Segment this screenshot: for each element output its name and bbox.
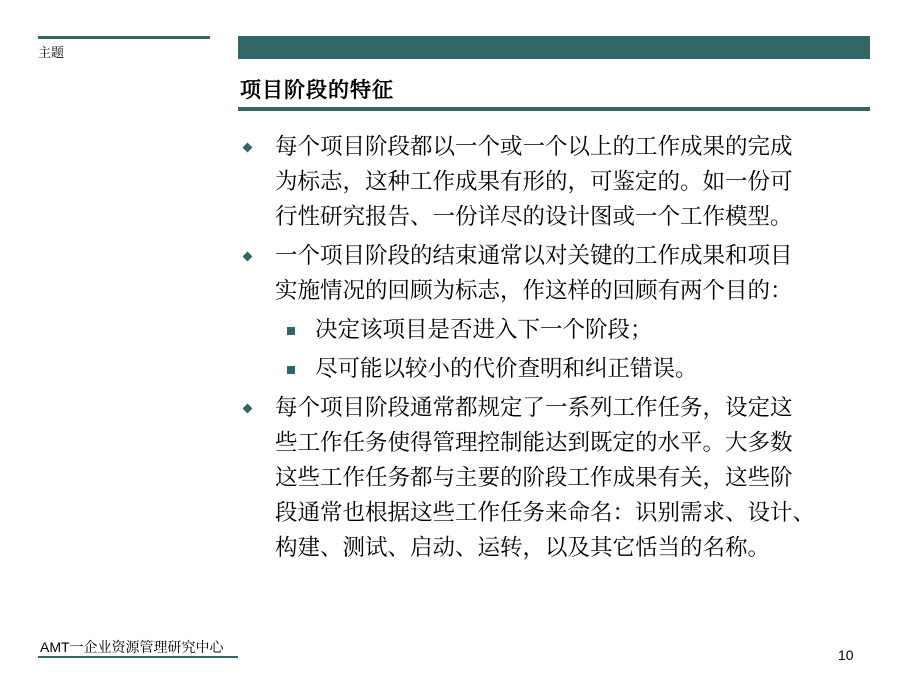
sub-bullet-text: 尽可能以较小的代价查明和纠正错误。 — [315, 356, 698, 382]
left-rule — [38, 36, 210, 39]
sub-bullet-item — [238, 352, 878, 387]
footer-rule — [38, 656, 238, 658]
bullet-line: 一个项目阶段的结束通常以对关键的工作成果和项目 — [275, 243, 793, 269]
diamond-bullet-icon — [243, 143, 253, 153]
bullet-item — [238, 239, 878, 309]
square-bullet-icon — [287, 327, 295, 335]
bullet-line: 每个项目阶段都以一个或一个以上的工作成果的完成 — [275, 134, 793, 160]
bullet-line: 为标志，这种工作成果有形的，可鉴定的。如一份可 — [275, 169, 793, 195]
bullet-line: 这些工作任务都与主要的阶段工作成果有关，这些阶 — [275, 465, 793, 491]
diamond-bullet-icon — [243, 404, 253, 414]
sub-bullet-text: 决定该项目是否进入下一个阶段； — [315, 317, 653, 343]
square-bullet-icon — [287, 366, 295, 374]
slide-body — [238, 130, 878, 566]
bullet-line: 每个项目阶段通常都规定了一系列工作任务，设定这 — [275, 395, 793, 421]
bullet-item — [238, 391, 878, 566]
bullet-line: 构建、测试、启动、运转，以及其它恬当的名称。 — [275, 535, 771, 561]
bullet-line: 行性研究报告、一份详尽的设计图或一个工作模型。 — [275, 204, 793, 230]
diamond-bullet-icon — [243, 252, 253, 262]
bullet-line: 些工作任务使得管理控制能达到既定的水平。大多数 — [275, 430, 793, 456]
topic-label: 主题 — [38, 46, 65, 61]
bullet-item — [238, 130, 878, 235]
bullet-line: 段通常也根据这些工作任务来命名：识别需求、设计、 — [275, 500, 816, 526]
page-number: 10 — [838, 647, 854, 663]
slide-title: 项目阶段的特征 — [240, 77, 394, 102]
bullet-line: 实施情况的回顾为标志，作这样的回顾有两个目的： — [275, 278, 793, 304]
sub-bullet-item — [238, 313, 878, 348]
title-rule — [238, 107, 870, 111]
footer-organization: AMT一企业资源管理研究中心 — [40, 639, 224, 655]
top-band — [238, 36, 870, 59]
